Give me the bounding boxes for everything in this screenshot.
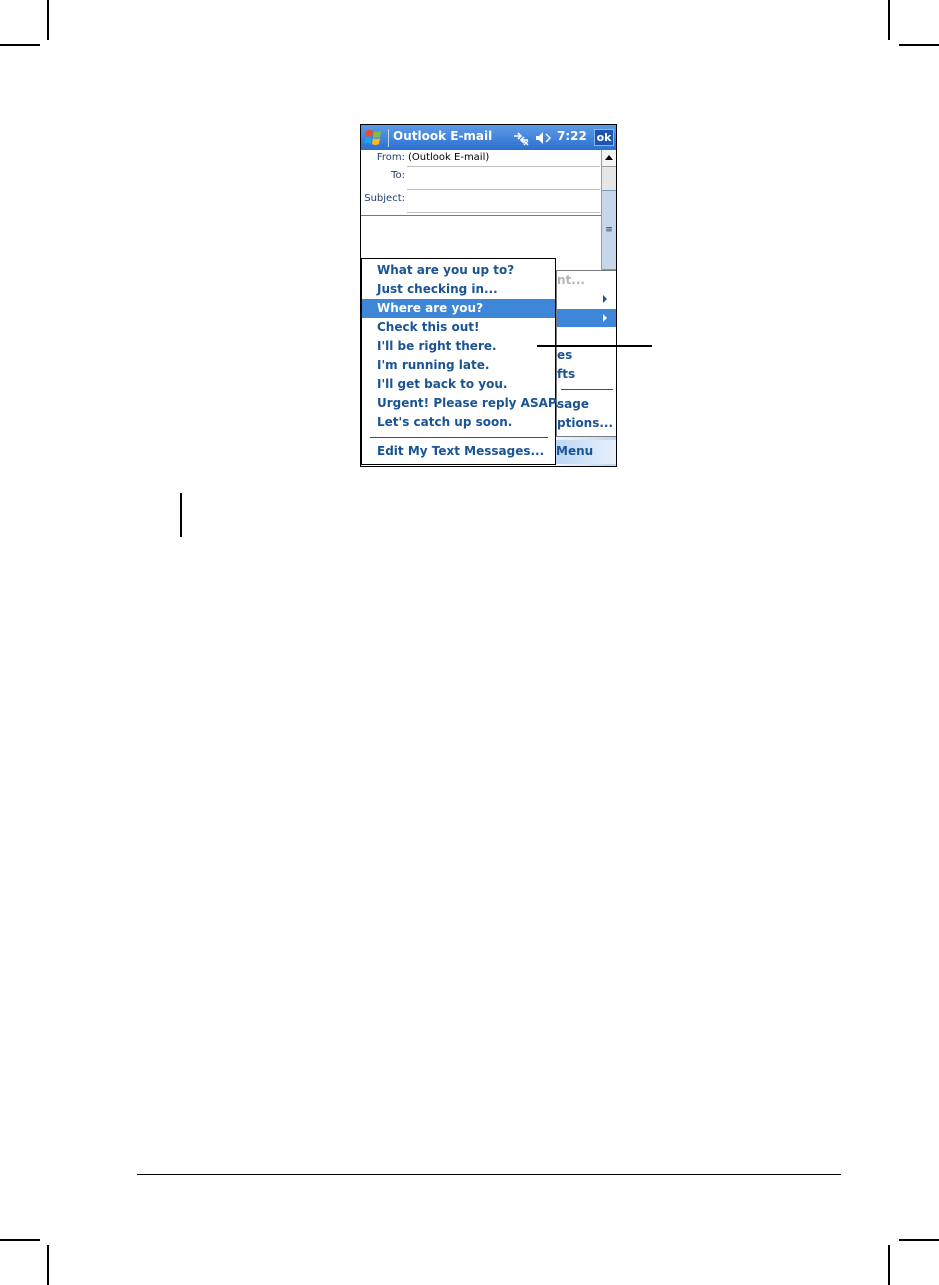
- main-menu: [556, 270, 616, 437]
- crop-mark: [47, 0, 49, 40]
- subject-field[interactable]: [407, 212, 600, 213]
- crop-mark: [0, 44, 40, 46]
- chevron-right-icon: [603, 314, 607, 322]
- title-bar: [361, 125, 616, 150]
- title-separator: [388, 129, 389, 147]
- subject-label: Subject:: [364, 193, 405, 204]
- connectivity-icon[interactable]: [512, 130, 530, 146]
- menu-separator: [370, 437, 548, 438]
- text-message-item[interactable]: Let's catch up soon.: [377, 415, 513, 429]
- from-value[interactable]: (Outlook E-mail): [408, 152, 490, 163]
- crop-mark: [888, 1245, 890, 1285]
- text-message-item-selected[interactable]: Where are you?: [362, 299, 555, 318]
- crop-mark: [899, 44, 939, 46]
- menu-item[interactable]: es: [557, 348, 573, 362]
- scroll-thumb[interactable]: ≡: [602, 190, 616, 270]
- text-message-item[interactable]: I'll be right there.: [377, 339, 497, 353]
- menu-item-submenu[interactable]: [557, 290, 617, 308]
- text-message-item[interactable]: What are you up to?: [377, 263, 515, 277]
- clock[interactable]: 7:22: [557, 129, 587, 143]
- my-text-submenu: [361, 258, 560, 465]
- text-message-item[interactable]: Just checking in...: [377, 282, 498, 296]
- divider: [361, 215, 601, 216]
- chevron-right-icon: [603, 295, 607, 303]
- crop-mark: [888, 0, 890, 40]
- menu-item[interactable]: sage: [557, 397, 589, 411]
- menu-item-my-text[interactable]: [557, 309, 617, 327]
- ok-button[interactable]: ok: [594, 129, 614, 146]
- speaker-icon[interactable]: [534, 130, 552, 146]
- from-label: From:: [376, 152, 405, 163]
- text-message-item[interactable]: Check this out!: [377, 320, 480, 334]
- crop-mark: [0, 1239, 40, 1241]
- margin-bar: [180, 493, 182, 537]
- to-label: To:: [391, 170, 405, 181]
- menu-item[interactable]: fts: [557, 367, 576, 381]
- callout-line: [537, 345, 652, 347]
- footer-rule: [137, 1174, 841, 1175]
- menu-separator: [561, 389, 613, 390]
- windows-start-icon[interactable]: [363, 127, 384, 148]
- crop-mark: [899, 1239, 939, 1241]
- app-title: Outlook E-mail: [393, 129, 493, 143]
- text-message-item[interactable]: I'll get back to you.: [377, 377, 508, 391]
- menu-softkey[interactable]: [556, 440, 616, 464]
- text-message-item[interactable]: I'm running late.: [377, 358, 490, 372]
- scroll-up-arrow-icon[interactable]: [602, 150, 616, 167]
- menu-item-disabled: nt...: [557, 273, 585, 287]
- to-field[interactable]: [407, 189, 600, 190]
- divider: [407, 166, 600, 167]
- menu-softkey-label: Menu: [556, 444, 594, 458]
- edit-text-messages-item[interactable]: Edit My Text Messages...: [377, 444, 545, 458]
- text-message-item[interactable]: Urgent! Please reply ASAP.: [377, 396, 560, 410]
- menu-item[interactable]: ptions...: [557, 416, 614, 430]
- crop-mark: [47, 1245, 49, 1285]
- pocket-pc-screen: [360, 124, 617, 467]
